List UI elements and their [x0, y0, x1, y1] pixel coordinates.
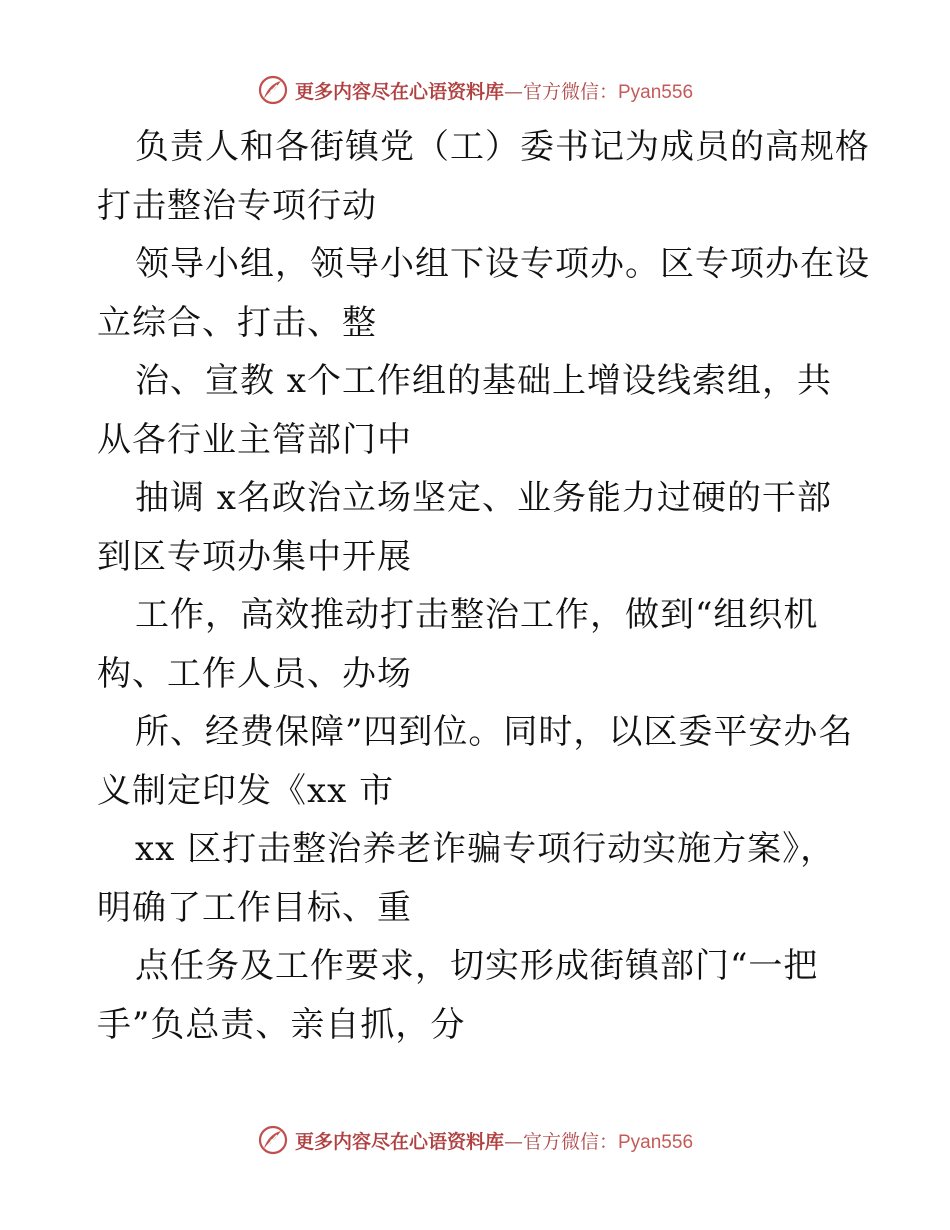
document-body [97, 118, 877, 1054]
body-line-13: xx 区打击整治养老诈骗专项行动实施方案》， [135, 829, 836, 869]
header-banner-text [295, 77, 693, 104]
body-line-5: 治、宣教 x个工作组的基础上增设线索组，共 [135, 361, 832, 401]
header-banner-content [257, 74, 693, 106]
body-line-15: 点任务及工作要求，切实形成街镇部门“一把 [135, 946, 819, 986]
header-wechat-label: 官方微信： [522, 80, 618, 103]
body-line-2: 打击整治专项行动 [97, 185, 377, 226]
pen-nib-logo-icon [257, 1124, 289, 1156]
header-wechat-id: Pyan556 [618, 81, 694, 103]
footer-wechat-id: Pyan556 [618, 1131, 694, 1153]
header-dash: — [503, 80, 523, 103]
header-slogan: 更多内容尽在心语资料库 [294, 80, 504, 103]
footer-slogan: 更多内容尽在心语资料库 [294, 1130, 504, 1153]
body-line-11: 所、经费保障”四到位。同时，以区委平安办名 [135, 712, 854, 752]
body-line-4: 立综合、打击、整 [97, 302, 377, 343]
header-banner [0, 70, 950, 110]
footer-banner-content [257, 1124, 693, 1156]
body-line-9: 工作，高效推动打击整治工作，做到“组织机 [135, 595, 819, 635]
footer-wechat-label: 官方微信： [522, 1130, 618, 1153]
body-line-1: 负责人和各街镇党（工）委书记为成员的高规格 [135, 127, 870, 167]
body-line-10: 构、工作人员、办场 [97, 653, 412, 694]
body-line-7: 抽调 x名政治立场坚定、业务能力过硬的干部 [135, 478, 832, 518]
body-line-3: 领导小组，领导小组下设专项办。区专项办在设 [135, 244, 870, 284]
footer-banner [0, 1120, 950, 1160]
body-line-14: 明确了工作目标、重 [97, 887, 412, 928]
body-line-8: 到区专项办集中开展 [97, 536, 412, 577]
footer-dash: — [503, 1130, 523, 1153]
body-line-12: 义制定印发《xx 市 [97, 770, 395, 811]
body-line-16: 手”负总责、亲自抓，分 [97, 1004, 466, 1045]
footer-banner-text [295, 1127, 693, 1154]
body-line-6: 从各行业主管部门中 [97, 419, 412, 460]
pen-nib-logo-icon [257, 74, 289, 106]
